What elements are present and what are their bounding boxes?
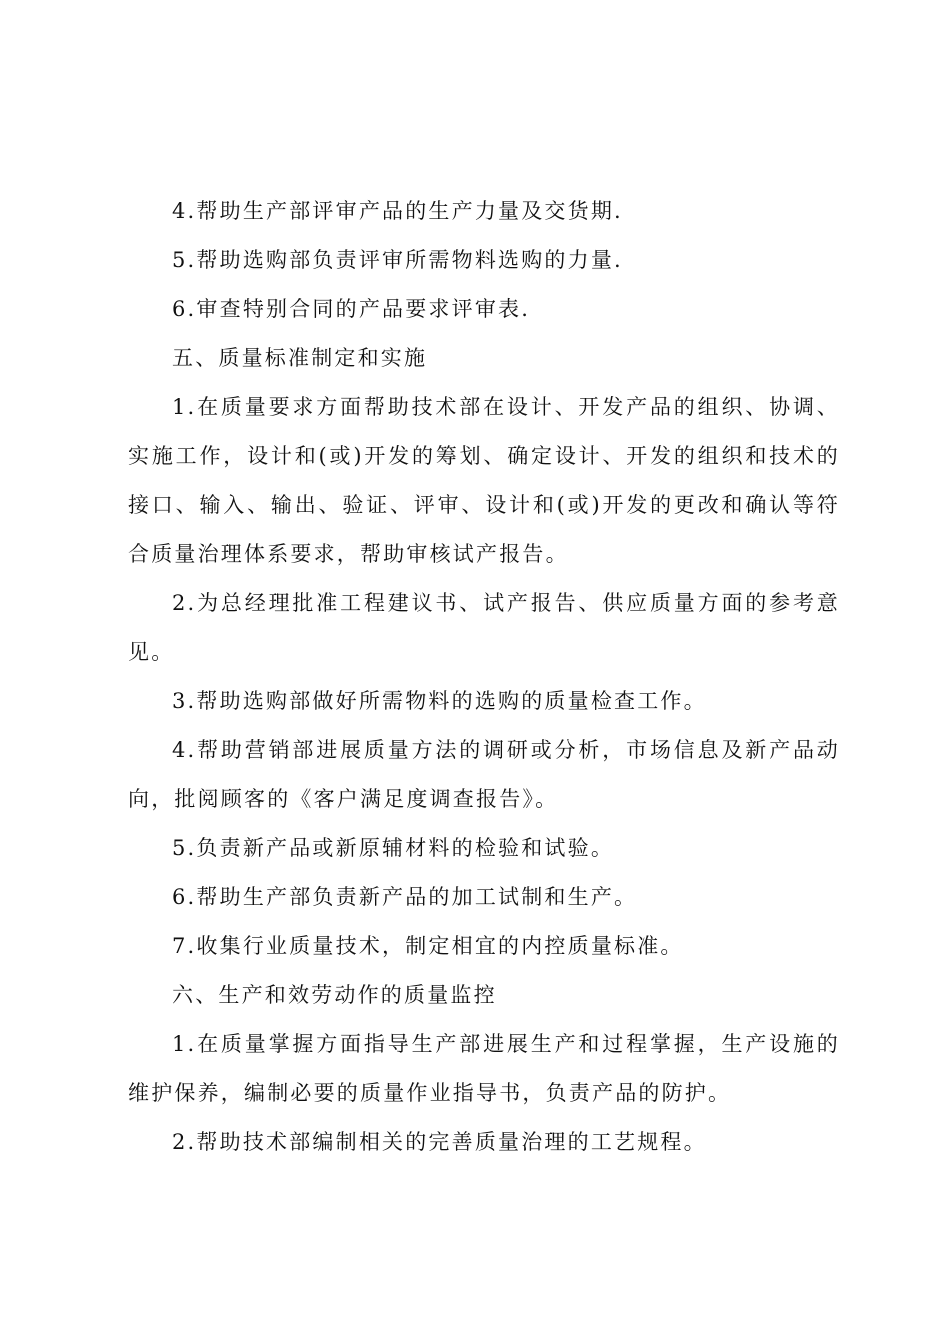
paragraph-section5-item-4: 4.帮助营销部进展质量方法的调研或分析，市场信息及新产品动向，批阅顾客的《客户满足度调查报告》。 (128, 738, 840, 811)
document-body (128, 187, 840, 1167)
paragraph-section6-item-2: 2.帮助技术部编制相关的完善质量治理的工艺规程。 (172, 1130, 707, 1154)
paragraph-section5-item-6: 6.帮助生产部负责新产品的加工试制和生产。 (172, 885, 638, 909)
paragraph-section5-item-3: 3.帮助选购部做好所需物料的选购的质量检查工作。 (172, 689, 707, 713)
paragraph-item-6: 6.审查特别合同的产品要求评审表. (172, 297, 531, 321)
section-heading-six: 六、生产和效劳动作的质量监控 (172, 983, 497, 1007)
paragraph-section6-item-1: 1.在质量掌握方面指导生产部进展生产和过程掌握，生产设施的维护保养，编制必要的质量作业指导书，负责产品的防护。 (128, 1032, 840, 1105)
section-heading-five: 五、质量标准制定和实施 (172, 346, 428, 370)
paragraph-section5-item-1: 1.在质量要求方面帮助技术部在设计、开发产品的组织、协调、实施工作，设计和(或)开发的筹划、确定设计、开发的组织和技术的接口、输入、输出、验证、评审、设计和(或)开发的更改和确认等符合质量治理体系要求，帮助审核试产报告。 (128, 395, 840, 566)
paragraph-section5-item-5: 5.负责新产品或新原辅材料的检验和试验。 (172, 836, 615, 860)
paragraph-section5-item-2: 2.为总经理批准工程建议书、试产报告、供应质量方面的参考意见。 (128, 591, 840, 664)
paragraph-item-5: 5.帮助选购部负责评审所需物料选购的力量. (172, 248, 623, 272)
paragraph-item-4: 4.帮助生产部评审产品的生产力量及交货期. (172, 199, 623, 223)
paragraph-section5-item-7: 7.收集行业质量技术，制定相宜的内控质量标准。 (172, 934, 684, 958)
